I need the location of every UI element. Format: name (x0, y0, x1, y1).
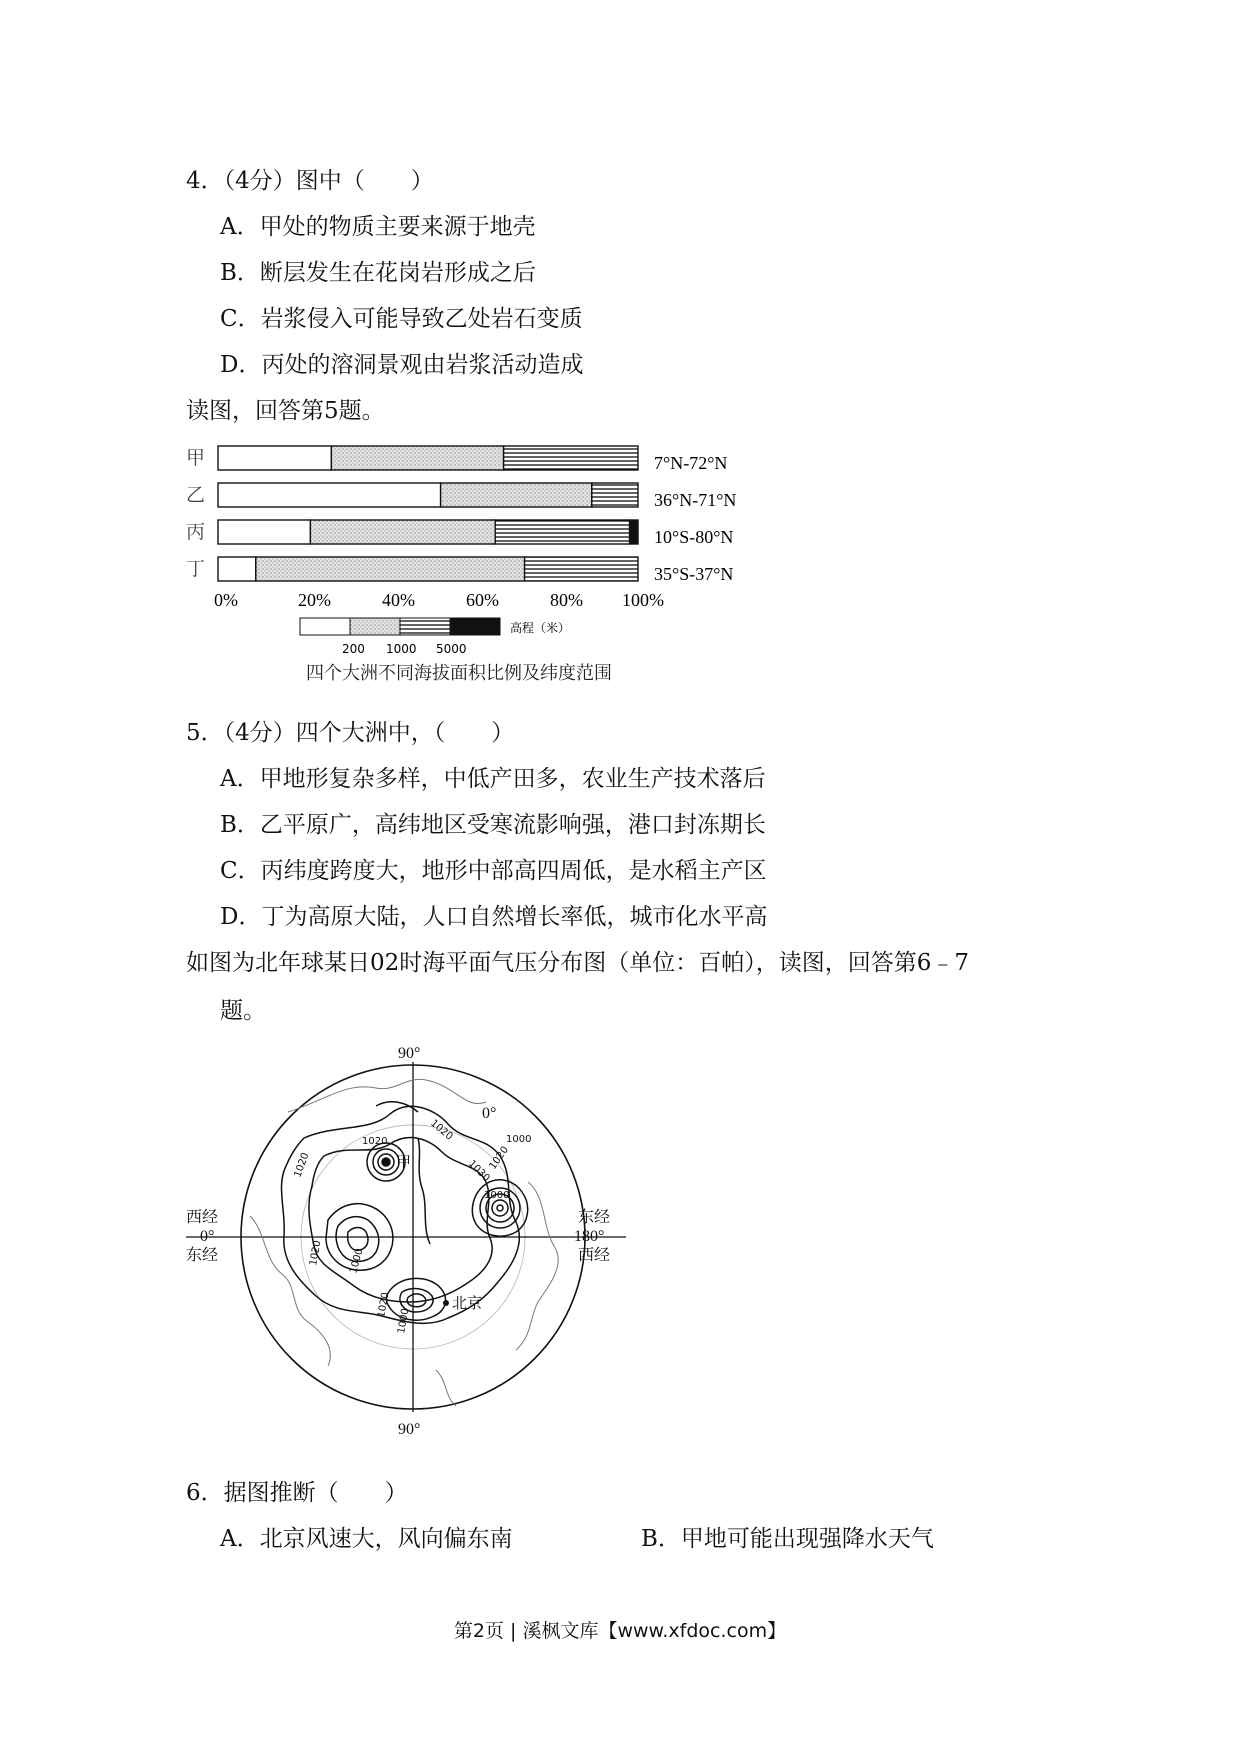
isobar-label: 1020 (428, 1117, 455, 1143)
legend-value-1000: 1000 (386, 642, 417, 656)
question-6-option-b: B．甲地可能出现强降水天气 (641, 1526, 934, 1552)
figure-1-caption: 四个大洲不同海拔面积比例及纬度范围 (306, 663, 612, 684)
map-left-label-0: 0° (200, 1228, 215, 1245)
question-5-option-c: C．丙纬度跨度大，地形中部高四周低，是水稻主产区 (220, 858, 767, 884)
place-label-beijing: 北京 (452, 1294, 483, 1312)
bar-axis-tick: 80% (550, 590, 583, 610)
coastlines (250, 1079, 558, 1406)
map-right-label-west: 西经 (578, 1247, 611, 1264)
bar-segment (630, 520, 638, 544)
map-right-label-180: 180° (574, 1228, 605, 1245)
question-5-intro: 读图，回答第5题。 (186, 398, 385, 424)
legend-value-200: 200 (342, 642, 365, 656)
place-label-jia: 甲 (396, 1153, 412, 1171)
bar-segment (441, 483, 592, 507)
question-4-option-d: D．丙处的溶洞景观由岩浆活动造成 (220, 352, 584, 378)
bar-latitude-range: 36°N-71°N (654, 490, 737, 510)
isobar-label: 1020 (487, 1144, 512, 1172)
question-5-stem: 5．（4分）四个大洲中，（ ） (186, 720, 515, 746)
bar-segment (310, 520, 495, 544)
isobar-label: 1000 (348, 1247, 366, 1275)
elevation-bar-figure (186, 436, 766, 686)
bar-latitude-range: 7°N-72°N (654, 453, 728, 473)
map-left-label-east: 东经 (186, 1247, 219, 1264)
bar-segment (495, 520, 629, 544)
isobar-label: 1020 (292, 1151, 312, 1180)
question-4-option-b: B．断层发生在花岗岩形成之后 (220, 260, 536, 286)
pressure-map-figure (186, 1040, 626, 1440)
isobar-label: 1000 (506, 1134, 532, 1145)
isobar-label: 1000 (396, 1307, 412, 1335)
bar-latitude-range: 10°S-80°N (654, 527, 734, 547)
question-4-stem: 4．（4分）图中（ ） (186, 168, 434, 194)
question-4-option-a: A．甲处的物质主要来源于地壳 (220, 214, 536, 240)
map-zero-label: 0° (482, 1105, 497, 1122)
bar-row-label: 乙 (186, 484, 206, 506)
isobar-label: 1030 (465, 1158, 492, 1185)
bar-row-label: 丙 (186, 521, 206, 543)
bar-segment (331, 446, 503, 470)
bar-segment (256, 557, 525, 581)
bar-row-label: 甲 (186, 447, 206, 469)
isobars (281, 1102, 527, 1324)
legend-value-5000: 5000 (436, 642, 467, 656)
isobar-label: 1020 (376, 1291, 392, 1319)
page-footer: 第2页 | 溪枫文库【www.xfdoc.com】 (453, 1620, 787, 1642)
question-6-7-intro-line-1: 如图为北年球某日02时海平面气压分布图（单位：百帕），读图，回答第6﹣7 (186, 950, 970, 976)
map-left-label-west: 西经 (186, 1209, 219, 1226)
question-5-option-b: B．乙平原广，高纬地区受寒流影响强，港口封冻期长 (220, 812, 766, 838)
bar-segment (504, 446, 638, 470)
question-5-option-d: D．丁为高原大陆，人口自然增长率低，城市化水平高 (220, 904, 768, 930)
bar-segment (592, 483, 638, 507)
map-bottom-label: 90° (398, 1421, 421, 1438)
legend-unit: 高程（米） (510, 621, 571, 635)
question-6-7-intro-line-2: 题。 (220, 998, 266, 1024)
isobar-label: 1020 (308, 1239, 324, 1267)
bar-segment (218, 520, 310, 544)
bar-axis-tick: 0% (214, 590, 238, 610)
question-6-stem: 6．据图推断（ ） (186, 1480, 408, 1506)
bar-segment (218, 483, 441, 507)
bar-axis-tick: 40% (382, 590, 415, 610)
bar-row-label: 丁 (186, 558, 206, 580)
isobar-label: 1020 (362, 1136, 388, 1147)
isobar-label: 1000 (484, 1190, 510, 1201)
bar-axis-tick: 20% (298, 590, 331, 610)
elevation-legend (300, 618, 570, 656)
question-6-option-a: A．北京风速大，风向偏东南 (220, 1526, 513, 1552)
bar-segment (218, 557, 256, 581)
bar-segment (525, 557, 638, 581)
question-4-option-c: C．岩浆侵入可能导致乙处岩石变质 (220, 306, 583, 332)
map-top-label: 90° (398, 1045, 421, 1062)
bar-latitude-range: 35°S-37°N (654, 564, 734, 584)
bar-axis-tick: 60% (466, 590, 499, 610)
map-right-label-east: 东经 (578, 1209, 611, 1226)
question-5-option-a: A．甲地形复杂多样，中低产田多，农业生产技术落后 (220, 766, 766, 792)
beijing-marker (443, 1300, 449, 1306)
bar-axis-tick: 100% (622, 590, 664, 610)
bar-segment (218, 446, 331, 470)
